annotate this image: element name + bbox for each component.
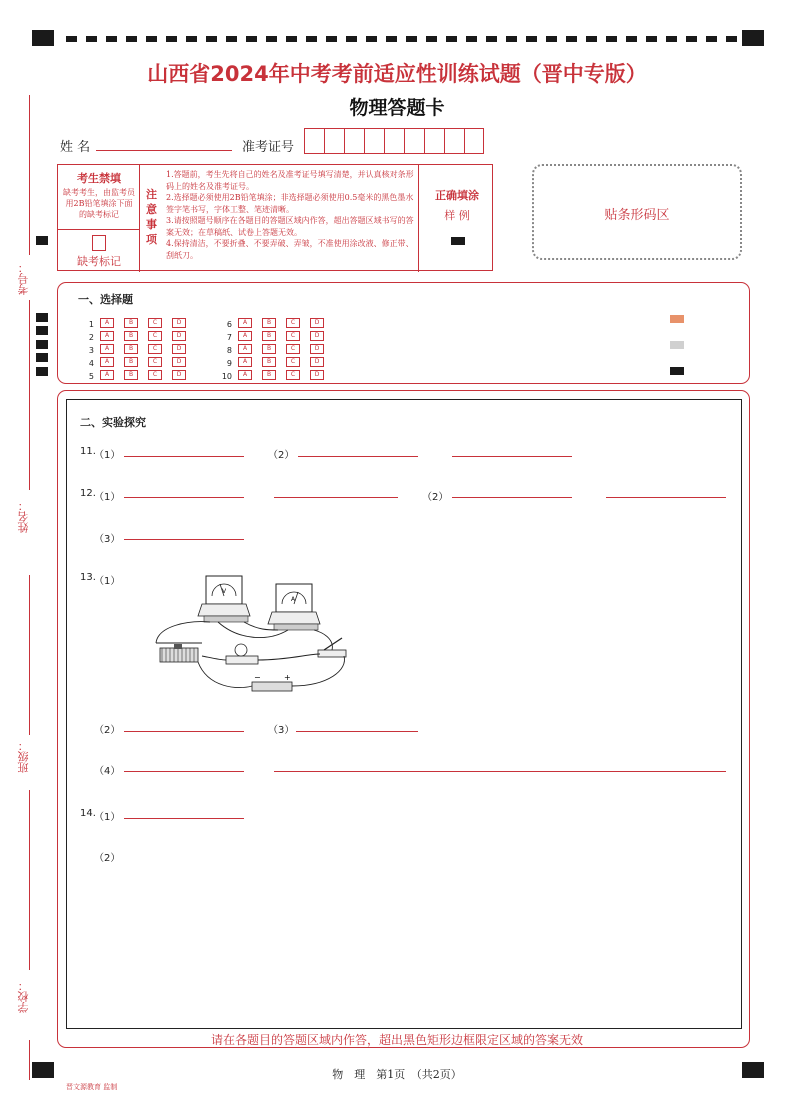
choice-section bbox=[57, 282, 750, 384]
side-label-exam-id: 考号： bbox=[17, 262, 30, 295]
timing-mark bbox=[36, 326, 48, 335]
choice-bubble[interactable]: A bbox=[238, 318, 252, 328]
page-title: 山西省2024年中考考前适应性训练试题（晋中专版） bbox=[147, 62, 647, 86]
choice-number: 8 bbox=[226, 346, 232, 355]
choice-bubble[interactable]: C bbox=[286, 370, 300, 380]
experiment-section-frame bbox=[66, 399, 742, 1029]
q13-number: 13. bbox=[80, 572, 96, 583]
timing-track bbox=[66, 36, 738, 42]
choice-bubble[interactable]: B bbox=[124, 318, 138, 328]
timing-mark bbox=[36, 367, 48, 376]
choice-number: 6 bbox=[226, 320, 232, 329]
q13-part2-answer[interactable] bbox=[124, 731, 244, 732]
choice-row bbox=[80, 351, 196, 368]
choice-bubble[interactable]: A bbox=[100, 370, 114, 380]
choice-bubble[interactable]: D bbox=[172, 344, 186, 354]
q12-part2-answer-b[interactable] bbox=[606, 497, 726, 498]
choice-bubble[interactable]: C bbox=[286, 344, 300, 354]
sample-sub: 样 例 bbox=[444, 209, 470, 222]
side-label-school: 学校： bbox=[17, 980, 30, 1013]
side-line bbox=[29, 575, 30, 735]
q13-part3-label: （3） bbox=[268, 725, 295, 736]
choice-bubble[interactable]: A bbox=[238, 344, 252, 354]
q13-part4-answer-b[interactable] bbox=[274, 771, 726, 772]
name-field[interactable] bbox=[96, 150, 232, 151]
q14-part2-label: （2） bbox=[94, 853, 121, 864]
q11-number: 11. bbox=[80, 446, 96, 457]
timing-mark bbox=[36, 340, 48, 349]
circuit-diagram[interactable] bbox=[148, 570, 368, 695]
choice-bubble[interactable]: B bbox=[124, 357, 138, 367]
forbid-text: 缺考考生，由监考员用2B铅笔填涂下面的缺考标记 bbox=[63, 188, 135, 219]
choice-bubble[interactable]: B bbox=[124, 344, 138, 354]
q11-part1-answer[interactable] bbox=[124, 456, 244, 457]
q11-part2-label: （2） bbox=[268, 450, 295, 461]
corner-mark-top-left bbox=[32, 30, 54, 46]
q14-part1-answer[interactable] bbox=[124, 818, 244, 819]
rheostat-icon bbox=[156, 643, 202, 662]
choice-number: 5 bbox=[88, 372, 94, 381]
publisher-credit: 晋文源教育 监制 bbox=[66, 1083, 118, 1091]
choice-bubble[interactable]: C bbox=[148, 331, 162, 341]
choice-bubble[interactable]: C bbox=[148, 318, 162, 328]
sample-mark bbox=[451, 237, 465, 245]
attention-label: 注意事项 bbox=[146, 188, 157, 246]
choice-bubble[interactable]: B bbox=[124, 331, 138, 341]
page-number: 物 理 第1页 （共2页） bbox=[332, 1068, 462, 1081]
choice-bubble[interactable]: C bbox=[286, 331, 300, 341]
q14-part1-label: （1） bbox=[94, 812, 121, 823]
choice-column-right bbox=[218, 312, 334, 381]
choice-bubble[interactable]: D bbox=[310, 344, 324, 354]
choice-number: 7 bbox=[226, 333, 232, 342]
choice-number: 4 bbox=[88, 359, 94, 368]
choice-row bbox=[80, 325, 196, 342]
side-label-name: 姓名： bbox=[17, 500, 30, 533]
choice-bubble[interactable]: C bbox=[148, 357, 162, 367]
battery-icon bbox=[252, 673, 292, 691]
voltmeter-icon bbox=[198, 576, 250, 622]
svg-text:+: + bbox=[284, 673, 291, 682]
choice-number: 2 bbox=[88, 333, 94, 342]
choice-section-title: 一、选择题 bbox=[78, 293, 133, 306]
q11-part2-answer[interactable] bbox=[298, 456, 418, 457]
svg-text:A: A bbox=[291, 596, 296, 603]
exam-id-label: 准考证号 bbox=[242, 140, 295, 155]
choice-bubble[interactable]: A bbox=[238, 357, 252, 367]
experiment-section-title: 二、实验探究 bbox=[80, 416, 146, 429]
choice-bubble[interactable]: B bbox=[262, 318, 276, 328]
choice-bubble[interactable]: D bbox=[172, 357, 186, 367]
calibration-mark-black bbox=[670, 367, 684, 375]
forbid-title: 考生禁填 bbox=[77, 172, 121, 185]
name-label: 姓 名 bbox=[60, 140, 91, 155]
choice-row bbox=[218, 351, 334, 368]
corner-mark-top-right bbox=[742, 30, 764, 46]
absent-checkbox[interactable] bbox=[92, 235, 106, 251]
choice-bubble[interactable]: B bbox=[124, 370, 138, 380]
choice-bubble[interactable]: C bbox=[148, 370, 162, 380]
svg-text:−: − bbox=[254, 673, 261, 682]
choice-bubble[interactable]: B bbox=[262, 344, 276, 354]
ammeter-icon bbox=[268, 584, 320, 630]
notice-box bbox=[57, 164, 493, 271]
choice-row bbox=[80, 338, 196, 355]
side-line bbox=[29, 300, 30, 490]
sample-title: 正确填涂 bbox=[435, 189, 479, 202]
choice-bubble[interactable]: A bbox=[100, 344, 114, 354]
answer-area-warning: 请在各题目的答题区域内作答，超出黑色矩形边框限定区域的答案无效 bbox=[210, 1033, 583, 1047]
choice-bubble[interactable]: A bbox=[238, 331, 252, 341]
choice-number: 1 bbox=[88, 320, 94, 329]
q12-part2-answer[interactable] bbox=[452, 497, 572, 498]
choice-bubble[interactable]: C bbox=[148, 344, 162, 354]
q13-part3-answer[interactable] bbox=[296, 731, 418, 732]
choice-bubble[interactable]: D bbox=[310, 357, 324, 367]
choice-bubble[interactable]: C bbox=[286, 357, 300, 367]
side-label-class: 班级： bbox=[17, 740, 30, 773]
q12-part1-answer[interactable] bbox=[124, 497, 244, 498]
choice-row bbox=[80, 364, 196, 381]
notice-item: 4.保持清洁，不要折叠、不要弄破、弄皱，不准使用涂改液、修正带、刮纸刀。 bbox=[166, 239, 414, 260]
absent-label: 缺考标记 bbox=[77, 255, 121, 268]
svg-text:V: V bbox=[222, 588, 227, 595]
choice-bubble[interactable]: D bbox=[172, 318, 186, 328]
q12-part3-answer[interactable] bbox=[124, 539, 244, 540]
choice-bubble[interactable]: D bbox=[310, 370, 324, 380]
notice-item: 2.选择题必须使用2B铅笔填涂；非选择题必须使用0.5毫米的黑色墨水签字笔书写，字体工整、笔迹清晰。 bbox=[166, 193, 414, 214]
timing-mark bbox=[36, 353, 48, 362]
q14-number: 14. bbox=[80, 808, 96, 819]
choice-bubble[interactable]: A bbox=[238, 370, 252, 380]
choice-bubble[interactable]: B bbox=[262, 331, 276, 341]
choice-bubble[interactable]: A bbox=[100, 331, 114, 341]
barcode-label: 贴条形码区 bbox=[604, 208, 670, 223]
q12-part1-label: （1） bbox=[94, 492, 121, 503]
page-subtitle: 物理答题卡 bbox=[349, 97, 445, 119]
timing-mark bbox=[36, 313, 48, 322]
q12-number: 12. bbox=[80, 488, 96, 499]
choice-column-left bbox=[80, 312, 196, 381]
choice-number: 10 bbox=[221, 372, 232, 381]
choice-row bbox=[218, 338, 334, 355]
choice-bubble[interactable]: C bbox=[286, 318, 300, 328]
choice-bubble[interactable]: D bbox=[172, 370, 186, 380]
notice-item: 1.答题前，考生先将自己的姓名及准考证号填写清楚，并认真核对条形码上的姓名及准考证号。 bbox=[166, 170, 414, 191]
choice-bubble[interactable]: D bbox=[310, 331, 324, 341]
q13-part4-label: （4） bbox=[94, 766, 121, 777]
q13-part2-label: （2） bbox=[94, 725, 121, 736]
choice-row bbox=[218, 312, 334, 329]
choice-row bbox=[218, 325, 334, 342]
choice-bubble[interactable]: D bbox=[310, 318, 324, 328]
q12-part3-label: （3） bbox=[94, 534, 121, 545]
side-line bbox=[29, 790, 30, 970]
barcode-area bbox=[532, 164, 742, 260]
timing-mark bbox=[36, 236, 48, 245]
q11-part1-label: （1） bbox=[94, 450, 121, 461]
calibration-mark-gray bbox=[670, 341, 684, 349]
notice-item: 3.请按照题号顺序在各题目的答题区域内作答，超出答题区域书写的答案无效；在草稿纸、试卷上答题无效。 bbox=[166, 216, 414, 237]
exam-id-boxes[interactable] bbox=[304, 128, 484, 154]
q12-part1-answer-b[interactable] bbox=[274, 497, 398, 498]
choice-bubble[interactable]: A bbox=[100, 318, 114, 328]
choice-row bbox=[80, 312, 196, 329]
q13-part1-label: （1） bbox=[94, 576, 121, 587]
choice-number: 9 bbox=[226, 359, 232, 368]
calibration-mark-orange bbox=[670, 315, 684, 323]
q12-part2-label: （2） bbox=[422, 492, 449, 503]
bulb-icon bbox=[226, 644, 258, 664]
choice-number: 3 bbox=[88, 346, 94, 355]
q13-part4-answer[interactable] bbox=[124, 771, 244, 772]
choice-bubble[interactable]: B bbox=[262, 370, 276, 380]
choice-bubble[interactable]: A bbox=[100, 357, 114, 367]
q11-part2-answer-b[interactable] bbox=[452, 456, 572, 457]
choice-bubble[interactable]: B bbox=[262, 357, 276, 367]
choice-row bbox=[218, 364, 334, 381]
choice-bubble[interactable]: D bbox=[172, 331, 186, 341]
